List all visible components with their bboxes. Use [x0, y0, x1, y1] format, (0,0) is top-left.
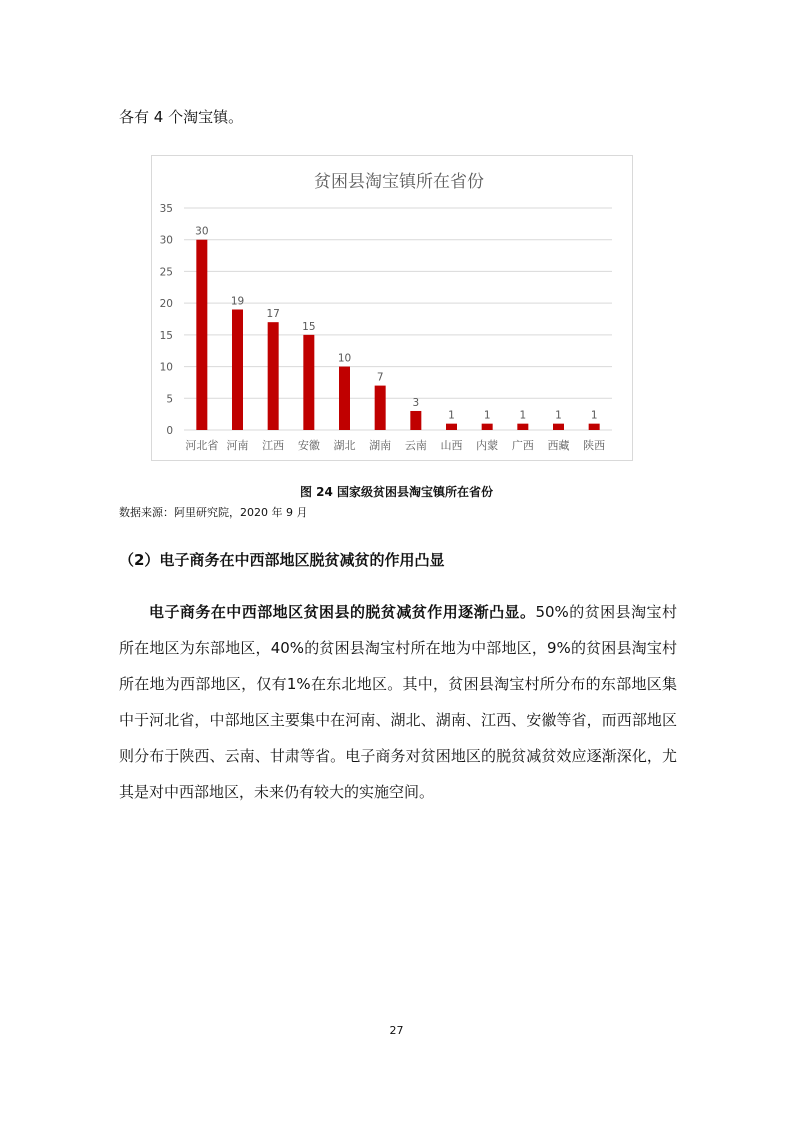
x-tick-label: 安徽 — [297, 439, 320, 452]
x-tick-label: 陕西 — [583, 439, 606, 452]
bar — [589, 424, 600, 430]
data-label: 30 — [195, 225, 209, 238]
body-paragraph — [119, 594, 677, 810]
data-label: 15 — [302, 320, 316, 333]
source-note: 数据来源：阿里研究院，2020 年 9 月 — [119, 506, 308, 519]
bar — [482, 424, 493, 430]
data-label: 17 — [266, 308, 280, 321]
bar — [446, 424, 457, 430]
y-tick-label: 20 — [159, 298, 173, 311]
section-heading: （2）电子商务在中西部地区脱贫减贫的作用凸显 — [119, 551, 445, 569]
y-tick-label: 15 — [159, 329, 173, 342]
data-label: 1 — [483, 409, 491, 422]
data-label: 1 — [555, 409, 562, 422]
x-tick-label: 河南 — [226, 439, 249, 452]
data-label: 7 — [376, 371, 384, 384]
intro-text: 各有 4 个淘宝镇。 — [119, 108, 244, 126]
data-label: 1 — [590, 409, 598, 422]
bar-chart-svg — [152, 156, 632, 460]
bar-chart — [151, 155, 633, 461]
page-number: 27 — [389, 1024, 404, 1037]
x-tick-label: 河北省 — [185, 439, 219, 452]
bar — [339, 367, 350, 430]
y-axis-ticks — [160, 203, 173, 437]
bar — [375, 386, 386, 430]
x-axis-ticks — [185, 438, 605, 452]
x-tick-label: 内蒙 — [476, 439, 499, 452]
bar — [268, 322, 279, 430]
bar — [553, 424, 564, 430]
bar — [232, 309, 243, 430]
y-tick-label: 0 — [166, 425, 173, 437]
paragraph-lead: 电子商务在中西部地区贫困县的脱贫减贫作用逐渐凸显。 — [149, 603, 536, 621]
data-label: 3 — [412, 396, 420, 409]
bar — [303, 335, 314, 430]
chart-title: 贫困县淘宝镇所在省份 — [314, 172, 484, 192]
bar — [517, 424, 528, 430]
data-label: 1 — [519, 409, 527, 422]
y-tick-label: 10 — [159, 361, 173, 374]
chart-gridlines — [184, 208, 612, 430]
y-tick-label: 35 — [159, 203, 173, 215]
x-tick-label: 山西 — [440, 439, 463, 452]
data-label: 1 — [448, 409, 455, 422]
bar — [196, 240, 207, 430]
y-tick-label: 5 — [166, 393, 173, 406]
paragraph-body: 50%的贫困县淘宝村所在地区为东部地区，40%的贫困县淘宝村所在地为中部地区，9%的贫困县淘宝村所在地为西部地区，仅有1%在东北地区。其中，贫困县淘宝村所分布的东部地区集中于河北省，中部地区主要集中在河南、湖北、湖南、江西、安徽等省，而西部地区则分布于陕西、云南、甘肃等省。电子商务对贫困地区的脱贫减贫效应逐渐深化，尤其是对中西部地区，未来仍有较大的实施空间。 — [119, 603, 677, 801]
data-label: 10 — [337, 352, 352, 365]
chart-data-labels — [195, 226, 597, 422]
y-tick-label: 25 — [159, 266, 173, 279]
x-tick-label: 广西 — [511, 439, 534, 452]
x-tick-label: 江西 — [262, 439, 285, 452]
x-tick-label: 西藏 — [547, 439, 570, 452]
bar — [410, 411, 421, 430]
x-tick-label: 湖北 — [333, 439, 356, 452]
y-tick-label: 30 — [159, 234, 173, 247]
x-tick-label: 云南 — [404, 439, 427, 452]
x-tick-label: 湖南 — [369, 439, 392, 452]
figure-caption: 图 24 国家级贫困县淘宝镇所在省份 — [299, 485, 494, 499]
data-label: 19 — [230, 295, 245, 308]
